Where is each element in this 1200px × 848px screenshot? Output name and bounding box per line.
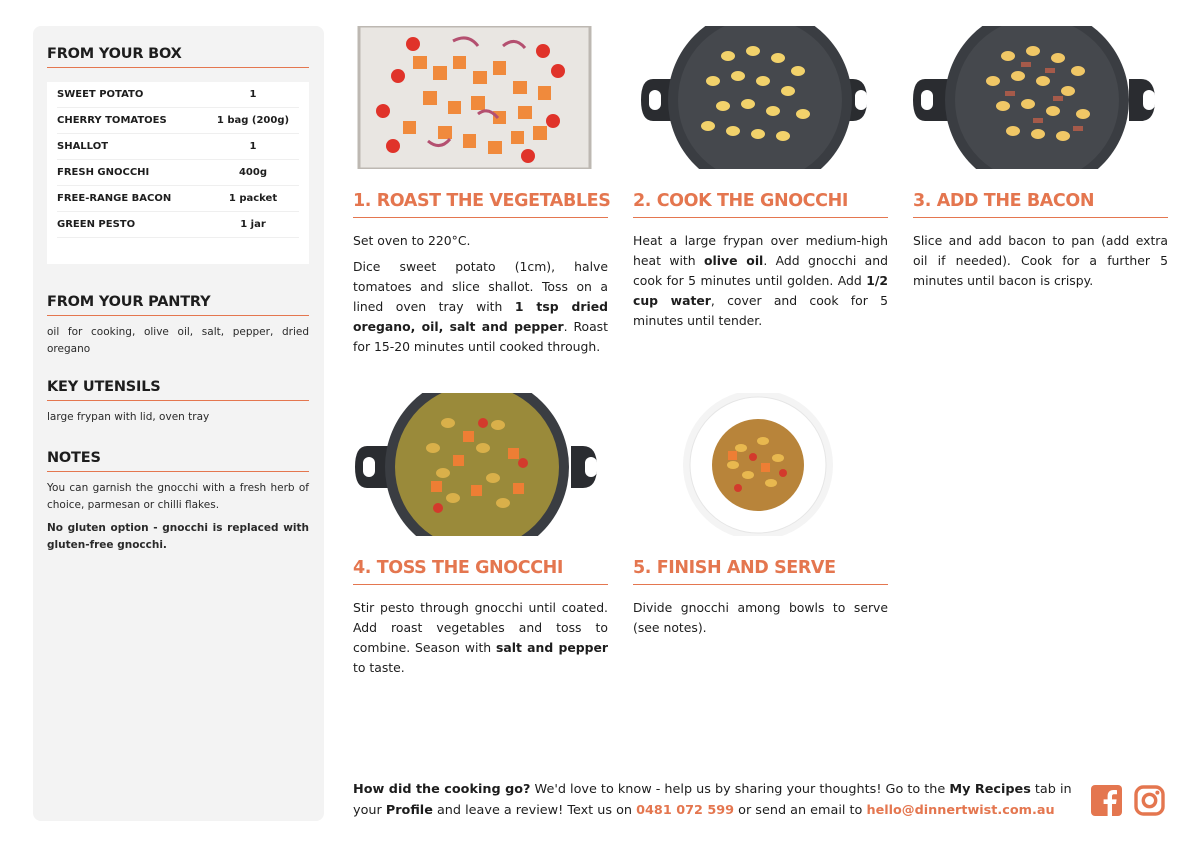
phone-link[interactable]: 0481 072 599: [636, 803, 735, 818]
ingredient-row: [57, 134, 299, 160]
step-1-text-2: Dice sweet potato (1cm), halve tomatoes and slice shallot. Toss on a lined oven tray with 1 tsp dried oregano, oil, salt and pepper. Roast for 15-20 minutes until cooked through.: [353, 259, 608, 354]
step-4: [353, 393, 608, 678]
from-your-pantry-heading: FROM YOUR PANTRY: [47, 294, 309, 316]
step-3: [913, 26, 1168, 291]
ingredient-qty: 1: [249, 141, 257, 152]
utensils-text: large frypan with lid, oven tray: [47, 411, 210, 423]
step-2-title: 2. COOK THE GNOCCHI: [633, 191, 888, 218]
feedback-footer: How did the cooking go? We'd love to know - help us by sharing your thoughts! Go to the My Recipes tab in your Profile and leave a review! Text us on 0481 072 599 or send an email to hello@dinnertwist.com.au: [353, 782, 1072, 818]
ingredients-sidebar: [33, 26, 324, 821]
roasting-tray-image: [353, 26, 608, 169]
step-4-text: Stir pesto through gnocchi until coated. Add roast vegetables and toss to combine. Season with salt and pepper to taste.: [353, 600, 608, 675]
step-1-title: 1. ROAST THE VEGETABLES: [353, 191, 608, 218]
ingredient-name: GREEN PESTO: [57, 219, 136, 230]
step-1: [353, 26, 611, 357]
ingredient-row: [57, 186, 299, 212]
pantry-section: [47, 294, 309, 358]
from-your-box-heading: FROM YOUR BOX: [47, 46, 309, 68]
step-3-text: Slice and add bacon to pan (add extra oil if needed). Cook for a further 5 minutes until bacon is crispy.: [913, 233, 1168, 288]
gluten-note: No gluten option - gnocchi is replaced with gluten-free gnocchi.: [47, 522, 309, 551]
ingredient-name: FRESH GNOCCHI: [57, 167, 150, 178]
ingredient-qty: 1 bag (200g): [216, 115, 290, 126]
step-5: [633, 393, 888, 638]
ingredient-row: [57, 108, 299, 134]
ingredient-name: SHALLOT: [57, 141, 109, 152]
pantry-text: oil for cooking, olive oil, salt, pepper, dried oregano: [47, 326, 309, 355]
facebook-icon[interactable]: [1091, 785, 1122, 816]
instagram-icon[interactable]: [1134, 785, 1165, 816]
frypan-gnocchi-image: [633, 26, 888, 169]
ingredient-qty: 1 jar: [240, 219, 266, 230]
step-2-text: Heat a large frypan over medium-high heat with olive oil. Add gnocchi and cook for 5 minutes until golden. Add 1/2 cup water, cover and cook for 5 minutes until tender.: [633, 233, 888, 328]
ingredient-qty: 400g: [238, 167, 268, 178]
notes-text: You can garnish the gnocchi with a fresh herb of choice, parmesan or chilli flakes.: [47, 482, 309, 511]
key-utensils-heading: KEY UTENSILS: [47, 379, 309, 401]
ingredient-qty: 1 packet: [228, 193, 278, 204]
served-bowl-image: [633, 393, 888, 536]
ingredient-name: SWEET POTATO: [57, 89, 144, 100]
notes-section: [47, 450, 309, 554]
step-4-title: 4. TOSS THE GNOCCHI: [353, 558, 608, 585]
step-1-text-1: Set oven to 220°C.: [353, 233, 471, 248]
ingredient-qty: 1: [249, 89, 257, 100]
step-2: [633, 26, 888, 331]
ingredient-name: CHERRY TOMATOES: [57, 115, 167, 126]
utensils-section: [47, 379, 309, 426]
ingredients-table: [47, 82, 309, 264]
step-5-text: Divide gnocchi among bowls to serve (see notes).: [633, 600, 888, 635]
ingredient-row: [57, 82, 299, 108]
frypan-bacon-image: [913, 26, 1168, 169]
ingredient-row: [57, 212, 299, 238]
step-5-title: 5. FINISH AND SERVE: [633, 558, 888, 585]
email-link[interactable]: hello@dinnertwist.com.au: [866, 803, 1055, 818]
ingredient-row: [57, 160, 299, 186]
ingredient-name: FREE-RANGE BACON: [57, 193, 172, 204]
step-3-title: 3. ADD THE BACON: [913, 191, 1168, 218]
frypan-tossed-gnocchi-image: [353, 393, 608, 536]
notes-heading: NOTES: [47, 450, 309, 472]
